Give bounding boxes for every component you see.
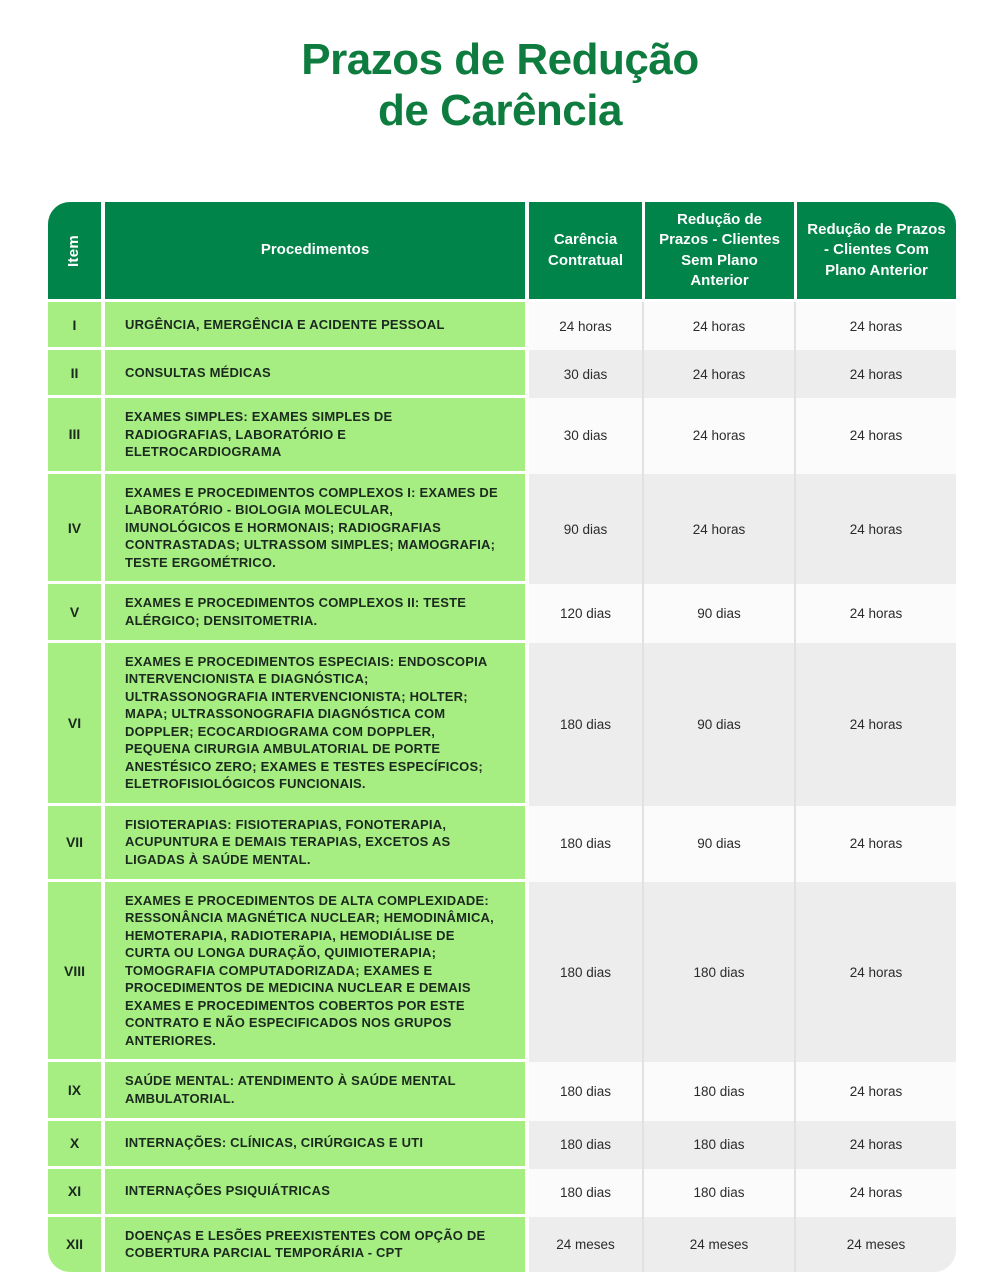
header-procedimentos-cell: Procedimentos [105, 202, 525, 299]
row-item-numeral [48, 882, 101, 1063]
item-numeral-text: III [68, 426, 81, 443]
row-values [529, 398, 956, 474]
procedure-text: SAÚDE MENTAL: ATENDIMENTO À SAÚDE MENTAL AMBULATORIAL. [125, 1073, 456, 1107]
row-procedure [105, 1169, 525, 1217]
row-value-com-plano-anterior: 24 horas [794, 584, 956, 642]
row-value-sem-plano-anterior: 180 dias [642, 882, 794, 1063]
table-row [48, 1169, 956, 1217]
row-item-numeral [48, 474, 101, 585]
item-numeral-text: XI [67, 1183, 82, 1200]
row-value-carencia-contratual: 24 horas [529, 302, 642, 350]
row-values [529, 350, 956, 398]
row-value-carencia-contratual: 90 dias [529, 474, 642, 585]
row-values [529, 806, 956, 882]
header-sem-plano-anterior-cell: Redução de Prazos - Clientes Sem Plano Anterior [645, 202, 794, 299]
item-numeral-text: V [69, 603, 80, 620]
procedure-text: INTERNAÇÕES PSIQUIÁTRICAS [125, 1183, 331, 1199]
row-value-carencia-contratual: 120 dias [529, 584, 642, 642]
row-item-numeral [48, 1121, 101, 1169]
row-value-sem-plano-anterior: 180 dias [642, 1062, 794, 1120]
row-value-carencia-contratual: 30 dias [529, 350, 642, 398]
row-value-com-plano-anterior: 24 horas [794, 398, 956, 474]
row-procedure [105, 398, 525, 474]
procedure-text: EXAMES E PROCEDIMENTOS COMPLEXOS II: TESTE ALÉRGICO; DENSITOMETRIA. [125, 595, 467, 628]
procedure-text: INTERNAÇÕES: CLÍNICAS, CIRÚRGICAS E UTI [125, 1135, 424, 1151]
row-item-numeral [48, 806, 101, 882]
row-item-numeral [48, 398, 101, 474]
procedure-text: DOENÇAS E LESÕES PREEXISTENTES COM OPÇÃO DE COBERTURA PARCIAL TEMPORÁRIA - CPT [125, 1227, 486, 1261]
item-numeral-text: II [70, 364, 79, 381]
page-title-line1: Prazos de Redução [301, 35, 699, 84]
item-numeral-text: IV [67, 519, 82, 536]
table-row [48, 474, 956, 585]
row-values [529, 1169, 956, 1217]
row-value-com-plano-anterior: 24 meses [794, 1217, 956, 1272]
row-item-numeral [48, 584, 101, 642]
table-body [48, 302, 956, 1272]
header-item-label: Item [65, 234, 83, 267]
row-value-com-plano-anterior: 24 horas [794, 806, 956, 882]
row-procedure [105, 584, 525, 642]
item-numeral-text: X [69, 1135, 80, 1152]
carencia-table [48, 202, 956, 1272]
row-procedure [105, 474, 525, 585]
row-value-carencia-contratual: 24 meses [529, 1217, 642, 1272]
row-procedure [105, 302, 525, 350]
row-values [529, 584, 956, 642]
procedure-text: FISIOTERAPIAS: FISIOTERAPIAS, FONOTERAPIA, ACUPUNTURA E DEMAIS TERAPIAS, EXCETOS AS LIGADAS À SAÚDE MENTAL. [125, 816, 451, 867]
row-item-numeral [48, 302, 101, 350]
row-procedure [105, 1062, 525, 1120]
row-value-com-plano-anterior: 24 horas [794, 1169, 956, 1217]
page-title-line2: de Carência [378, 86, 622, 136]
row-item-numeral [48, 643, 101, 806]
row-value-sem-plano-anterior: 90 dias [642, 643, 794, 806]
row-values [529, 1062, 956, 1120]
row-value-sem-plano-anterior: 24 horas [642, 350, 794, 398]
row-value-carencia-contratual: 180 dias [529, 806, 642, 882]
table-row [48, 1217, 956, 1272]
table-row [48, 643, 956, 806]
procedure-text: EXAMES E PROCEDIMENTOS COMPLEXOS I: EXAMES DE LABORATÓRIO - BIOLOGIA MOLECULAR, IMUNOLÓGICOS E HORMONAIS; RADIOGRAFIAS CONTRASTADAS; ULTRASSOM SIMPLES; MAMOGRAFIA; TESTE ERGOMÉTRICO. [125, 484, 498, 570]
header-item-cell [48, 202, 101, 299]
row-value-com-plano-anterior: 24 horas [794, 1121, 956, 1169]
row-value-sem-plano-anterior: 24 meses [642, 1217, 794, 1272]
row-item-numeral [48, 1062, 101, 1120]
row-procedure [105, 806, 525, 882]
row-value-carencia-contratual: 180 dias [529, 1121, 642, 1169]
row-value-com-plano-anterior: 24 horas [794, 474, 956, 585]
table-row [48, 806, 956, 882]
table-row [48, 584, 956, 642]
header-carencia-contratual-cell: Carência Contratual [529, 202, 642, 299]
row-value-carencia-contratual: 30 dias [529, 398, 642, 474]
row-values [529, 1121, 956, 1169]
table-row [48, 302, 956, 350]
table-row [48, 398, 956, 474]
row-value-sem-plano-anterior: 180 dias [642, 1121, 794, 1169]
row-value-carencia-contratual: 180 dias [529, 1062, 642, 1120]
procedure-text: URGÊNCIA, EMERGÊNCIA E ACIDENTE PESSOAL [125, 316, 445, 332]
row-value-sem-plano-anterior: 180 dias [642, 1169, 794, 1217]
row-value-sem-plano-anterior: 90 dias [642, 806, 794, 882]
row-item-numeral [48, 1169, 101, 1217]
item-numeral-text: I [72, 316, 77, 333]
row-values [529, 1217, 956, 1272]
row-value-carencia-contratual: 180 dias [529, 643, 642, 806]
procedure-text: EXAMES SIMPLES: EXAMES SIMPLES DE RADIOGRAFIAS, LABORATÓRIO E ELETROCARDIOGRAMA [125, 409, 393, 460]
table-row [48, 1121, 956, 1169]
row-procedure [105, 1217, 525, 1272]
row-procedure [105, 350, 525, 398]
row-value-sem-plano-anterior: 24 horas [642, 302, 794, 350]
table-row [48, 1062, 956, 1120]
row-value-carencia-contratual: 180 dias [529, 1169, 642, 1217]
row-value-sem-plano-anterior: 24 horas [642, 398, 794, 474]
table-row [48, 350, 956, 398]
row-value-com-plano-anterior: 24 horas [794, 882, 956, 1063]
item-numeral-text: VII [65, 834, 84, 851]
row-values [529, 882, 956, 1063]
row-value-sem-plano-anterior: 24 horas [642, 474, 794, 585]
item-numeral-text: XII [65, 1236, 84, 1253]
table-row [48, 882, 956, 1063]
row-value-com-plano-anterior: 24 horas [794, 643, 956, 806]
row-value-com-plano-anterior: 24 horas [794, 1062, 956, 1120]
page-title [0, 34, 1000, 136]
header-com-plano-anterior-cell: Redução de Prazos - Clientes Com Plano Anterior [797, 202, 956, 299]
row-item-numeral [48, 350, 101, 398]
procedure-text: EXAMES E PROCEDIMENTOS ESPECIAIS: ENDOSCOPIA INTERVENCIONISTA E DIAGNÓSTICA; ULTRASSONOGRAFIA INTERVENCIONISTA; HOLTER; MAPA; ULTRASSONOGRAFIA DIAGNÓSTICA COM DOPPLER; ECOCARDIOGRAMA COM DOPPLER, PEQUENA CIRURGIA AMBULATORIAL DE PORTE ANESTÉSICO ZERO; EXAMES E TESTES ESPECÍFICOS; ELETROFISIOLÓGICOS FUNCIONAIS. [125, 653, 488, 792]
row-value-com-plano-anterior: 24 horas [794, 350, 956, 398]
row-values [529, 643, 956, 806]
row-values [529, 474, 956, 585]
row-value-com-plano-anterior: 24 horas [794, 302, 956, 350]
row-value-carencia-contratual: 180 dias [529, 882, 642, 1063]
row-procedure [105, 1121, 525, 1169]
row-procedure [105, 882, 525, 1063]
row-values [529, 302, 956, 350]
item-numeral-text: VI [67, 714, 82, 731]
procedure-text: EXAMES E PROCEDIMENTOS DE ALTA COMPLEXIDADE: RESSONÂNCIA MAGNÉTICA NUCLEAR; HEMODINÂMICA, HEMOTERAPIA, RADIOTERAPIA, HEMODIÁLISE DE CURTA OU LONGA DURAÇÃO, QUIMIOTERAPIA; TOMOGRAFIA COMPUTADORIZADA; EXAMES E PROCEDIMENTOS DE MEDICINA NUCLEAR E DEMAIS EXAMES E PROCEDIMENTOS COBERTOS POR ESTE CONTRATO E NÃO ESPECIFICADOS NOS GRUPOS ANTERIORES. [125, 892, 494, 1048]
item-numeral-text: IX [67, 1082, 82, 1099]
row-item-numeral [48, 1217, 101, 1272]
table-header [48, 202, 956, 299]
item-numeral-text: VIII [63, 962, 85, 979]
row-procedure [105, 643, 525, 806]
procedure-text: CONSULTAS MÉDICAS [125, 364, 271, 380]
row-value-sem-plano-anterior: 90 dias [642, 584, 794, 642]
